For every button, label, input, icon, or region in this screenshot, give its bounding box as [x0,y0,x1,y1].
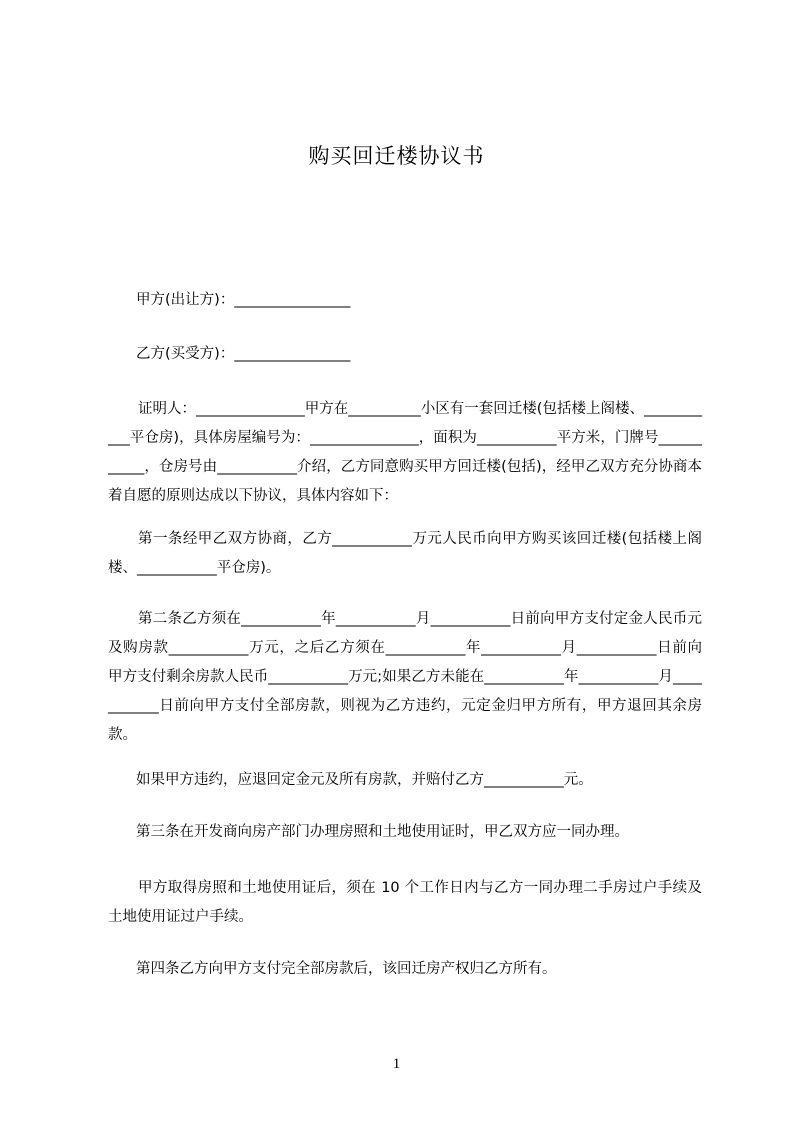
article-2-paragraph: 第二条乙方须在___________年___________月___________日前向甲方支付定金人民币元及购房款___________万元，之后乙方须在___________年___________月___________日前向甲方支付剩余房款人民币___________万元;如果乙方未能在___________年___________月___________日前向甲方支付全部房款，则视为乙方违约，元定金归甲方所有，甲方退回其余房款。 [108,611,702,743]
witness-paragraph: 证明人：_______________甲方在__________小区有一套回迁楼(包括楼上阁楼、___________平仓房)，具体房屋编号为：_______________，面积为___________平方米，门牌号___________，仓房号由___________介绍，乙方同意购买甲方回迁楼(包括)，经甲乙双方充分协商本着自愿的原则达成以下协议，具体内容如下： [108,401,702,504]
document-title: 购买回迁楼协议书 [308,144,485,168]
transfer-procedure-paragraph: 甲方取得房照和土地使用证后，须在 10 个工作日内与乙方一同办理二手房过户手续及土地使用证过户手续。 [108,880,702,925]
article-1-paragraph: 第一条经甲乙双方协商，乙方___________万元人民币向甲方购买该回迁楼(包括楼上阁楼、___________平仓房)。 [108,531,702,576]
page-number: 1 [392,1056,401,1072]
article-4-paragraph: 第四条乙方向甲方支付完全部房款后，该回迁房产权归乙方所有。 [136,961,557,977]
party-a-breach-paragraph: 如果甲方违约，应退回定金元及所有房款，并赔付乙方___________元。 [136,772,593,788]
party-b-line: 乙方(买受方)：________________ [136,346,351,362]
article-3-paragraph: 第三条在开发商向房产部门办理房照和土地使用证时，甲乙双方应一同办理。 [136,824,629,840]
party-a-line: 甲方(出让方)：________________ [136,292,351,308]
